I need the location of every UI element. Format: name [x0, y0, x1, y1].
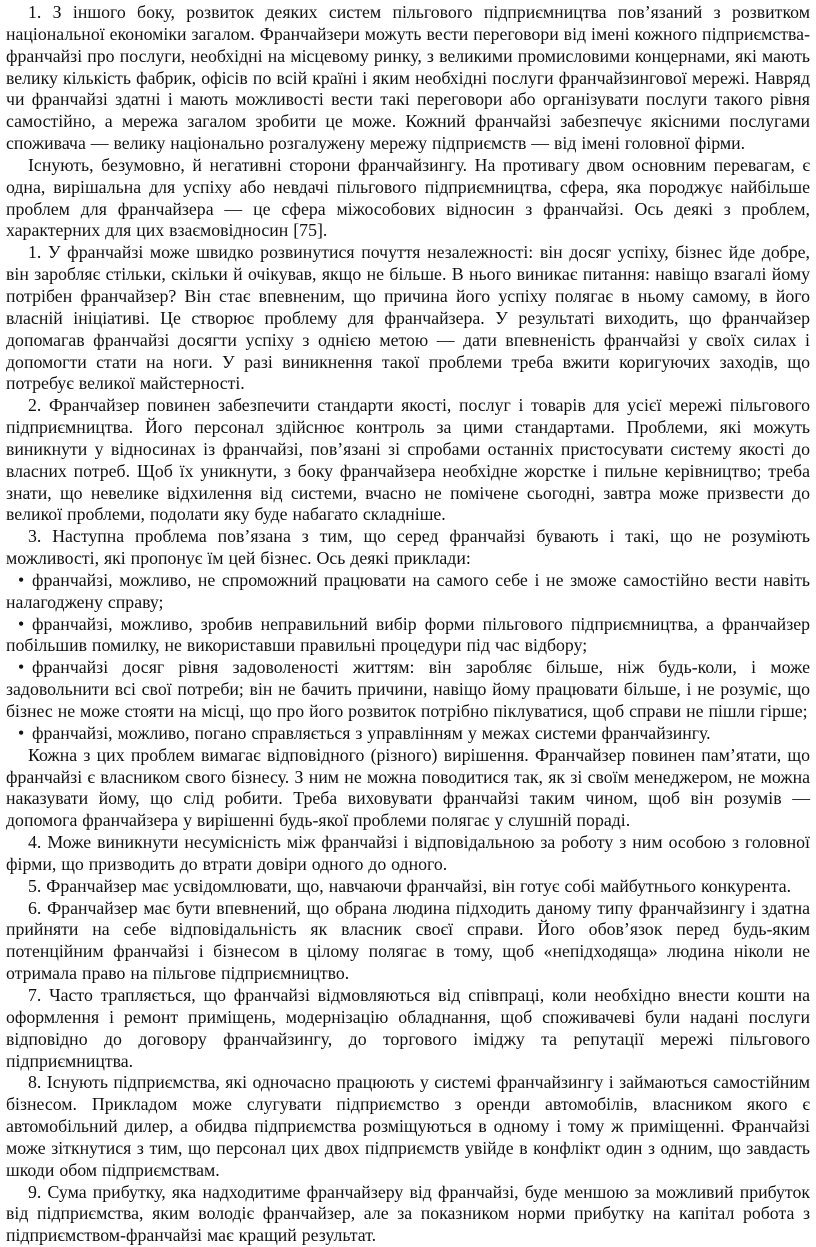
paragraph-10: 7. Часто трапляється, що франчайзі відмовляються від співпраці, коли необхідно внести кошти на оформлення і ремонт приміщень, модернізацію обладнання, щоб споживачеві були надані послуги відповідно до договору франчайзингу, до торгового іміджу та репутації мережі пільгового підприємництва. — [6, 984, 810, 1071]
bullet-item-2 — [6, 614, 810, 658]
bullet-icon: • — [18, 613, 25, 634]
bullet-icon: • — [18, 722, 25, 743]
paragraph-2: Існують, безумовно, й негативні сторони франчайзингу. На противагу двом основним перевагам, є одна, вирішальна для успіху або невдачі пільгового підприємництва, сфера, яка породжує найбільше проблем для франчайзера — це сфера міжособових відносин з франчайзі. Ось деякі з проблем, характерних для цих взаємовідносин [75]. — [6, 154, 810, 241]
paragraph-1: 1. З іншого боку, розвиток деяких систем пільгового підприємництва пов’язаний з розвитком національної економіки загалом. Франчайзери можуть вести переговори від імені кожного підприємства-франчайзі про послуги, необхідні на місцевому ринку, з великими промисловими концернами, які мають велику кількість фабрик, офісів по всій країні і яким необхідні послуги франчайзингової мережі. Навряд чи франчайзі здатні і мають можливості вести такі переговори або організувати послуги такого рівня самостійно, а мережа загалом зробити це може. Кожний франчайзі забезпечує якісними послугами споживача — велику національно розгалужену мережу підприємств — від імені головної фірми. — [6, 2, 810, 154]
bullet-item-4 — [6, 723, 810, 745]
bullet-text: франчайзі досяг рівня задоволеності життям: він заробляє більше, ніж будь-коли, і може задовольнити всі свої потреби; він не бачить причини, навіщо йому працювати більше, і не розуміє, що бізнес не може стояти на місці, що про його розвиток потрібно піклуватися, щоб справи не пішли гірше; — [6, 657, 810, 721]
bullet-item-1 — [6, 570, 810, 614]
paragraph-3: 1. У франчайзі може швидко розвинутися почуття незалежності: він досяг успіху, бізнес йде добре, він заробляє стільки, скільки й очікував, якщо не більше. В нього виникає питання: навіщо взагалі йому потрібен франчайзер? Він стає впевненим, що причина його успіху полягає в ньому самому, в його власній ініціативі. Це створює проблему для франчайзера. У результаті виходить, що франчайзер допомагав франчайзі досягти успіху з однією метою — дати впевненість франчайзі у своїх силах і допомогти стати на ноги. У разі виникнення такої проблеми треба вжити коригуючих заходів, що потребує великої майстерності. — [6, 242, 810, 394]
bullet-icon: • — [18, 569, 25, 590]
paragraph-12: 9. Сума прибутку, яка надходитиме франчайзеру від франчайзі, буде меншою за можливий прибуток від підприємства, яким володіє франчайзер, але за показником норми прибутку на капітал робота з підприємством-франчайзі має кращий результат. — [6, 1181, 810, 1246]
paragraph-4: 2. Франчайзер повинен забезпечити стандарти якості, послуг і товарів для усієї мережі пільгового підприємництва. Його персонал здійснює контроль за цими стандартами. Проблеми, які можуть виникнути у відносинах із франчайзі, пов’язані зі спробами останніх пристосувати систему якості до власних потреб. Щоб їх уникнути, з боку франчайзера необхідне жорстке і пильне керівництво; треба знати, що невелике відхилення від системи, вчасно не помічене сьогодні, завтра може призвести до великої проблеми, подолати яку буде набагато складніше. — [6, 395, 810, 525]
bullet-text: франчайзі, можливо, погано справляється з управлінням у межах системи франчайзингу. — [32, 722, 711, 743]
bullet-text: франчайзі, можливо, не спроможний працювати на самого себе і не зможе самостійно вести навіть налагоджену справу; — [6, 569, 810, 612]
paragraph-8: 5. Франчайзер має усвідомлювати, що, навчаючи франчайзі, він готує собі майбутнього конкурента. — [28, 875, 792, 896]
bullet-icon: • — [18, 657, 25, 678]
paragraph-7: 4. Може виникнути несумісність між франчайзі і відповідальною за роботу з ним особою з головної фірми, що призводить до втрати довіри одного до одного. — [6, 832, 810, 874]
paragraph-5: 3. Наступна проблема пов’язана з тим, що серед франчайзі бувають і такі, що не розуміють можливості, які пропонує їм цей бізнес. Ось деякі приклади: — [6, 526, 810, 569]
bullet-text: франчайзі, можливо, зробив неправильний вибір форми пільгового підприємництва, а франчайзер побільшив помилку, не використавши правильні процедури під час відбору; — [6, 613, 810, 656]
bullet-item-3 — [6, 657, 810, 723]
paragraph-9: 6. Франчайзер має бути впевнений, що обрана людина підходить даному типу франчайзингу і здатна прийняти на себе відповідальність як власник своєї справи. Його обов’язок перед будь-яким потенційним франчайзі і бізнесом в цілому полягає в тому, щоб «непідходяща» людина ніколи не отримала право на пільгове підприємництво. — [6, 897, 810, 984]
paragraph-6: Кожна з цих проблем вимагає відповідного (різного) вирішення. Франчайзер повинен пам’ятати, що франчайзі є власником свого бізнесу. З ним не можна поводитися так, як зі своїм менеджером, не можна наказувати йому, що слід робити. Треба виховувати франчайзі таким чином, щоб він розумів — допомога франчайзера у вирішенні будь-якої проблеми полягає у слушній пораді. — [6, 744, 810, 831]
paragraph-11: 8. Існують підприємства, які одночасно працюють у системі франчайзингу і займаються самостійним бізнесом. Прикладом може слугувати підприємство з оренди автомобілів, власником якого є автомобільний дилер, а обидва підприємства розміщуються в одному і тому ж приміщенні. Франчайзі може зіткнутися з тим, що персонал цих двох підприємств увійде в конфлікт один з одним, що завдасть шкоди обом підприємствам. — [6, 1072, 810, 1180]
